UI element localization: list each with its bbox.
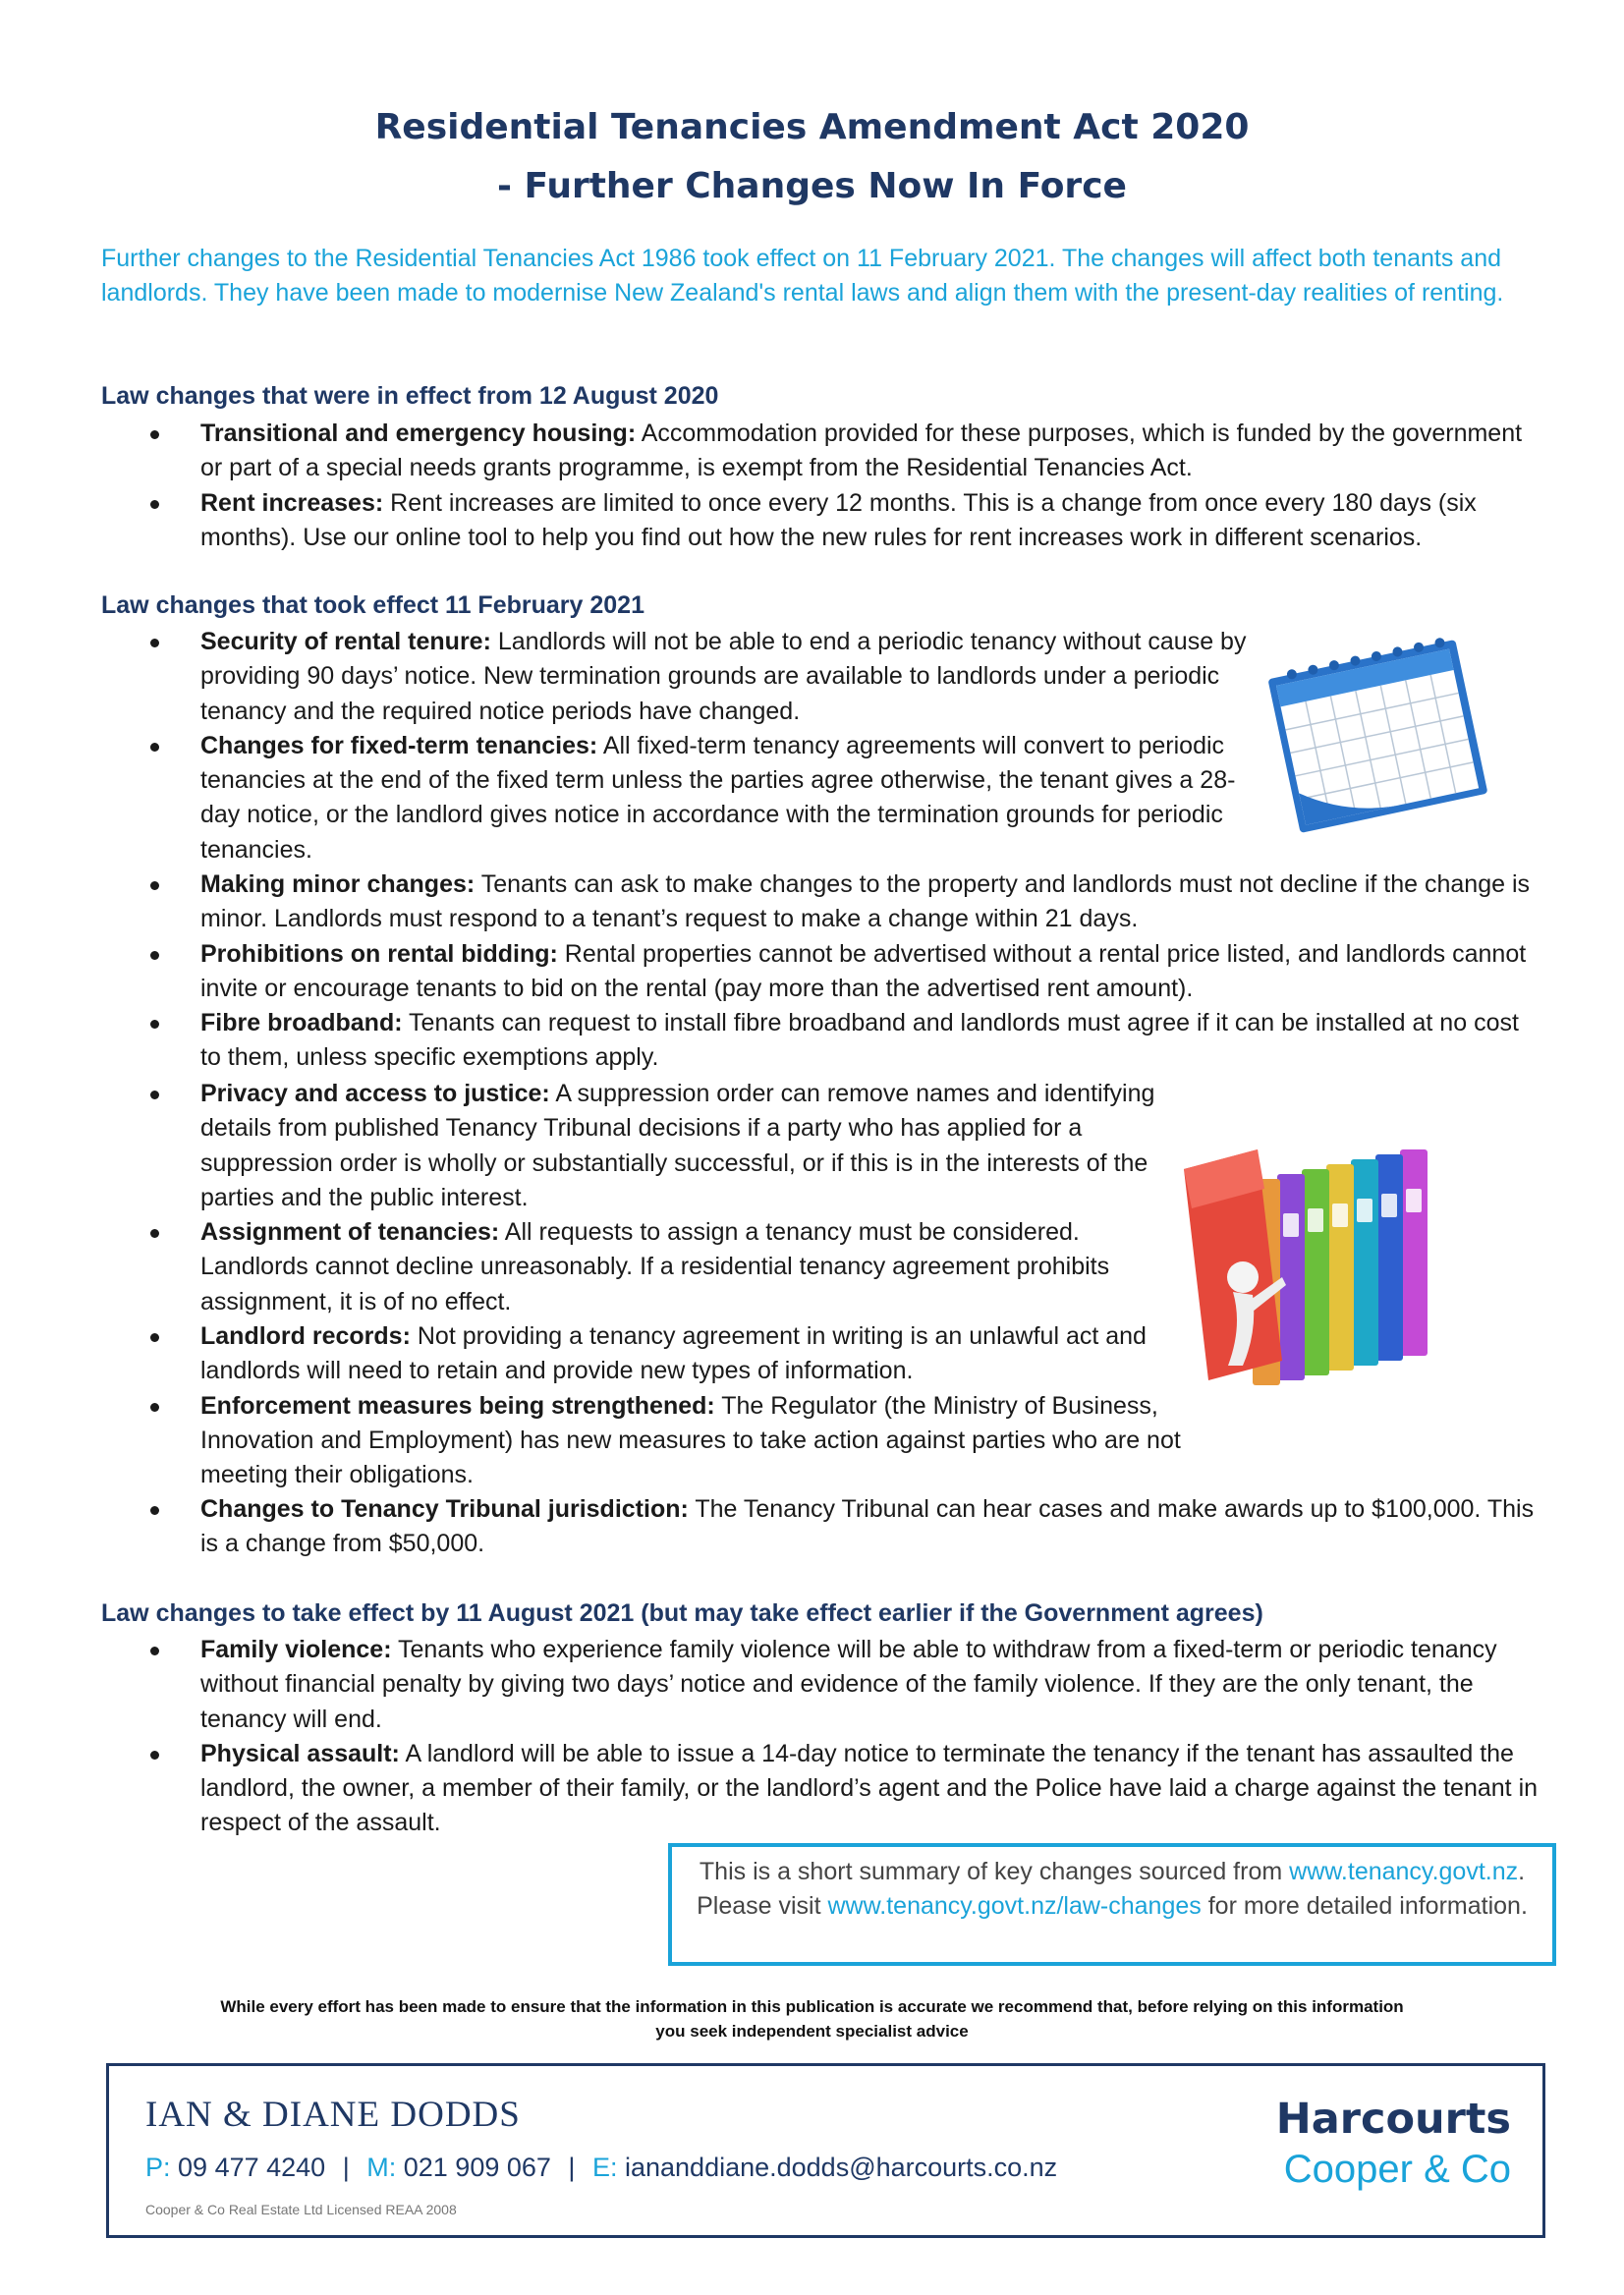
list-item	[101, 417, 1536, 486]
item-label: Rent increases:	[200, 488, 384, 517]
disclaimer-line-2: you seek independent specialist advice	[655, 2022, 969, 2041]
separator: |	[568, 2153, 576, 2182]
law-changes-link[interactable]: www.tenancy.govt.nz/law-changes	[827, 1892, 1202, 1920]
bullet-icon	[150, 1751, 159, 1760]
summary-text-4: for more detailed information.	[1201, 1892, 1528, 1920]
list-item	[101, 1492, 1536, 1562]
section-heading-feb-2021: Law changes that took effect 11 February 2021	[101, 591, 644, 619]
item-text: All fixed-term tenancy agreements will convert to periodic tenancies at the end of the fixed term unless the parties agree otherwise, the tenant gives a 28-day notice, or the landlord gives notice in accordance with the termination grounds for periodic tenancies.	[200, 731, 1236, 864]
phone-key: P:	[145, 2153, 171, 2182]
agent-name: IAN & DIANE DODDS	[145, 2095, 521, 2135]
agent-footer	[106, 2063, 1545, 2238]
item-text: A landlord will be able to issue a 14-day notice to terminate the tenancy if the tenant has assaulted the landlord, the owner, a member of their family, or the landlord’s agent and the Police have laid a charge against the tenant in respect of the assault.	[200, 1739, 1539, 1837]
summary-box	[668, 1843, 1556, 1966]
binders-illustration	[1174, 1130, 1498, 1390]
list-item	[101, 1633, 1555, 1737]
list-item	[101, 729, 1270, 868]
tenancy-website-link[interactable]: www.tenancy.govt.nz	[1289, 1858, 1519, 1885]
bullet-icon	[150, 1020, 159, 1029]
bullet-list-feb-2021-part1	[101, 625, 1270, 868]
bullet-icon	[150, 881, 159, 890]
bullet-icon	[150, 1229, 159, 1238]
item-text: Rental properties cannot be advertised without a rental price listed, and landlords cannot invite or encourage tenants to bid on the rental (pay more than the advertised rent amount).	[200, 939, 1527, 1002]
item-label: Transitional and emergency housing:	[200, 420, 637, 447]
bullet-list-aug-2020	[101, 417, 1536, 555]
list-item	[101, 1319, 1182, 1389]
brand-cooper-co: Cooper & Co	[1283, 2148, 1511, 2191]
bullet-list-feb-2021-part3	[101, 1077, 1182, 1493]
item-text: The Regulator (the Ministry of Business, Innovation and Employment) has new measures to take action against parties who are not meeting their obligations.	[200, 1391, 1181, 1489]
summary-text-2: .	[1518, 1858, 1526, 1885]
brand-logo	[1276, 2094, 1511, 2194]
bullet-icon	[150, 1506, 159, 1515]
item-text: Tenants who experience family violence will be able to withdraw from a fixed-term or periodic tenancy without financial penalty by giving two days’ notice and evidence of the family violence. If they are the only tenant, the tenancy will end.	[200, 1636, 1497, 1733]
intro-paragraph: Further changes to the Residential Tenancies Act 1986 took effect on 11 February 2021. The changes will affect both tenants and landlords. They have been made to modernise New Zealand's rental laws and align them with the present-day realities of renting.	[101, 245, 1504, 307]
item-label: Privacy and access to justice:	[200, 1080, 550, 1107]
title-line-2: - Further Changes Now In Force	[497, 166, 1127, 206]
item-label: Enforcement measures being strengthened:	[200, 1391, 715, 1420]
item-text: The Tenancy Tribunal can hear cases and make awards up to $100,000. This is a change from $50,000.	[200, 1495, 1535, 1558]
item-label: Physical assault:	[200, 1739, 400, 1767]
title-line-1: Residential Tenancies Amendment Act 2020	[374, 107, 1250, 147]
mobile-number[interactable]: 021 909 067	[403, 2153, 551, 2182]
bullet-icon	[150, 1333, 159, 1342]
bullet-icon	[150, 1091, 159, 1099]
item-text: Landlords will not be able to end a periodic tenancy without cause by providing 90 days’ notice. New termination grounds are available to landlords under a periodic tenancy and the required notice periods have changed.	[200, 628, 1247, 725]
item-text: Not providing a tenancy agreement in writing is an unlawful act and landlords will need to retain and provide new types of information.	[200, 1322, 1147, 1385]
summary-text-3: Please visit	[697, 1892, 828, 1920]
item-text: Tenants can ask to make changes to the property and landlords must not decline if the change is minor. Landlords must respond to a tenant’s request to make a change within 21 days.	[200, 870, 1531, 933]
item-text: Tenants can request to install fibre broadband and landlords must agree if it can be installed at no cost to them, unless specific exemptions apply.	[200, 1009, 1519, 1072]
list-item	[101, 868, 1536, 937]
item-text: All requests to assign a tenancy must be considered. Landlords cannot decline unreasonably. If a residential tenancy agreement prohibits assignment, it is of no effect.	[200, 1218, 1110, 1315]
item-label: Changes for fixed-term tenancies:	[200, 731, 598, 759]
section-heading-aug-2020: Law changes that were in effect from 12 August 2020	[101, 382, 719, 410]
summary-text-1: This is a short summary of key changes sourced from	[699, 1858, 1290, 1885]
phone-number[interactable]: 09 477 4240	[178, 2153, 326, 2182]
licence-text: Cooper & Co Real Estate Ltd Licensed REAA 2008	[145, 2202, 457, 2217]
list-item	[101, 937, 1536, 1007]
bullet-icon	[150, 430, 159, 439]
item-text: Accommodation provided for these purposes, which is funded by the government or part of a special needs grants programme, is exempt from the Residential Tenancies Act.	[200, 420, 1523, 482]
item-label: Changes to Tenancy Tribunal jurisdiction:	[200, 1495, 689, 1523]
list-item	[101, 625, 1270, 729]
item-label: Fibre broadband:	[200, 1009, 403, 1037]
bullet-icon	[150, 500, 159, 509]
section-heading-aug-2021: Law changes to take effect by 11 August 2021 (but may take effect earlier if the Government agrees)	[101, 1599, 1263, 1627]
bullet-icon	[150, 1647, 159, 1655]
disclaimer-line-1: While every effort has been made to ensure that the information in this publication is accurate we recommend that, before relying on this information	[220, 1997, 1404, 2016]
bullet-list-feb-2021-part2	[101, 868, 1536, 1076]
item-label: Family violence:	[200, 1636, 392, 1663]
item-label: Prohibitions on rental bidding:	[200, 939, 558, 968]
brand-harcourts: Harcourts	[1275, 2095, 1511, 2144]
list-item	[101, 486, 1536, 556]
bullet-icon	[150, 743, 159, 752]
item-text: A suppression order can remove names and identifying details from published Tenancy Tribunal decisions if a party who has applied for a suppression order is wholly or substantially successful, or if this is in the interests of the parties and the public interest.	[200, 1080, 1155, 1211]
bullet-icon	[150, 1403, 159, 1412]
list-item	[101, 1389, 1182, 1493]
disclaimer	[0, 1994, 1624, 2043]
item-label: Assignment of tenancies:	[200, 1218, 500, 1247]
calendar-illustration	[1248, 629, 1503, 840]
contact-row	[145, 2153, 1057, 2183]
bullet-list-feb-2021-part4	[101, 1492, 1536, 1562]
page-title	[0, 98, 1624, 216]
item-label: Landlord records:	[200, 1322, 411, 1351]
item-label: Security of rental tenure:	[200, 628, 491, 655]
email-key: E:	[591, 2153, 618, 2182]
bullet-icon	[150, 639, 159, 647]
bullet-icon	[150, 951, 159, 960]
list-item	[101, 1215, 1182, 1319]
item-label: Making minor changes:	[200, 870, 476, 898]
item-text: Rent increases are limited to once every 12 months. This is a change from once every 180 days (six months). Use our online tool to help you find out how the new rules for rent increases work in different scenarios.	[200, 488, 1477, 551]
email-address[interactable]: iananddiane.dodds@harcourts.co.nz	[624, 2153, 1058, 2182]
mobile-key: M:	[366, 2153, 397, 2182]
list-item	[101, 1077, 1182, 1215]
separator: |	[342, 2153, 350, 2182]
list-item	[101, 1737, 1555, 1841]
bullet-list-aug-2021	[101, 1633, 1555, 1841]
list-item	[101, 1006, 1536, 1076]
